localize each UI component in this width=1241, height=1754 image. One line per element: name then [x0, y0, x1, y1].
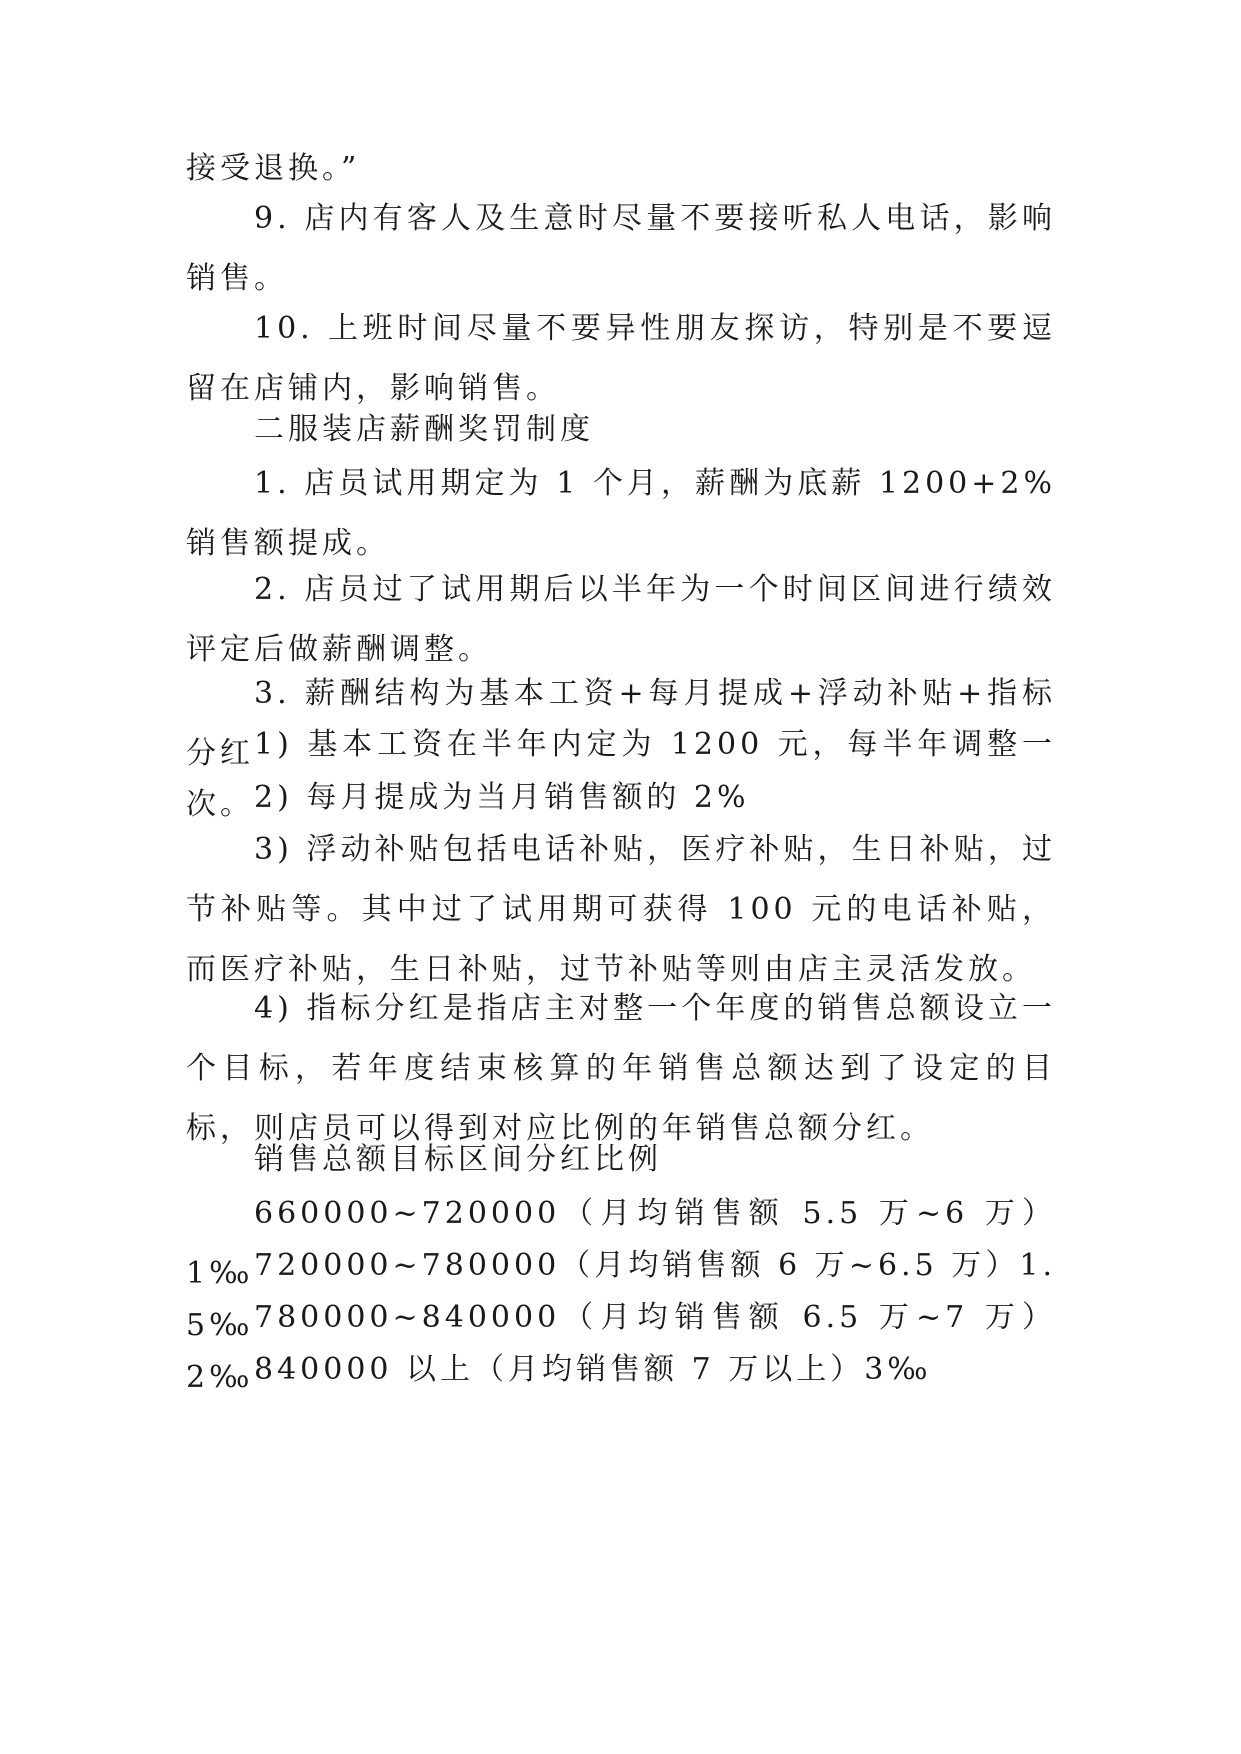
paragraph-item-3: 3. 薪酬结构为基本工资+每月提成+浮动补贴+指标分红 — [186, 676, 1056, 771]
paragraph-item-10: 10. 上班时间尽量不要异性朋友探访，特别是不要逗留在店铺内，影响销售。 — [186, 311, 1056, 406]
table-heading: 销售总额目标区间分红比例 — [254, 1142, 662, 1177]
paragraph-subitem-1: 1) 基本工资在半年内定为 1200 元，每半年调整一次。 — [186, 727, 1056, 822]
bonus-tier-2: 720000~780000（月均销售额 6 万~6.5 万）1.5‰ — [186, 1248, 1056, 1343]
paragraph-subitem-4: 4) 指标分红是指店主对整一个年度的销售总额设立一个目标，若年度结束核算的年销售总额达到了设定的目标，则店员可以得到对应比例的年销售总额分红。 — [186, 991, 1056, 1146]
paragraph-subitem-2: 2) 每月提成为当月销售额的 2% — [254, 780, 750, 815]
paragraph-subitem-3: 3) 浮动补贴包括电话补贴，医疗补贴，生日补贴，过节补贴等。其中过了试用期可获得 100 元的电话补贴，而医疗补贴，生日补贴，过节补贴等则由店主灵活发放。 — [186, 832, 1056, 987]
paragraph-item-2: 2. 店员过了试用期后以半年为一个时间区间进行绩效评定后做薪酬调整。 — [186, 572, 1056, 667]
bonus-tier-1: 660000~720000（月均销售额 5.5 万~6 万）1‰ — [186, 1196, 1056, 1291]
paragraph-continuation: 接受退换。” — [186, 151, 361, 186]
bonus-tier-4: 840000 以上（月均销售额 7 万以上）3‰ — [254, 1352, 932, 1387]
paragraph-item-9: 9. 店内有客人及生意时尽量不要接听私人电话，影响销售。 — [186, 201, 1056, 296]
section-heading: 二服装店薪酬奖罚制度 — [254, 412, 594, 447]
bonus-tier-3: 780000~840000（月均销售额 6.5 万~7 万）2‰ — [186, 1300, 1056, 1395]
paragraph-item-1: 1. 店员试用期定为 1 个月，薪酬为底薪 1200+2%销售额提成。 — [186, 466, 1056, 561]
